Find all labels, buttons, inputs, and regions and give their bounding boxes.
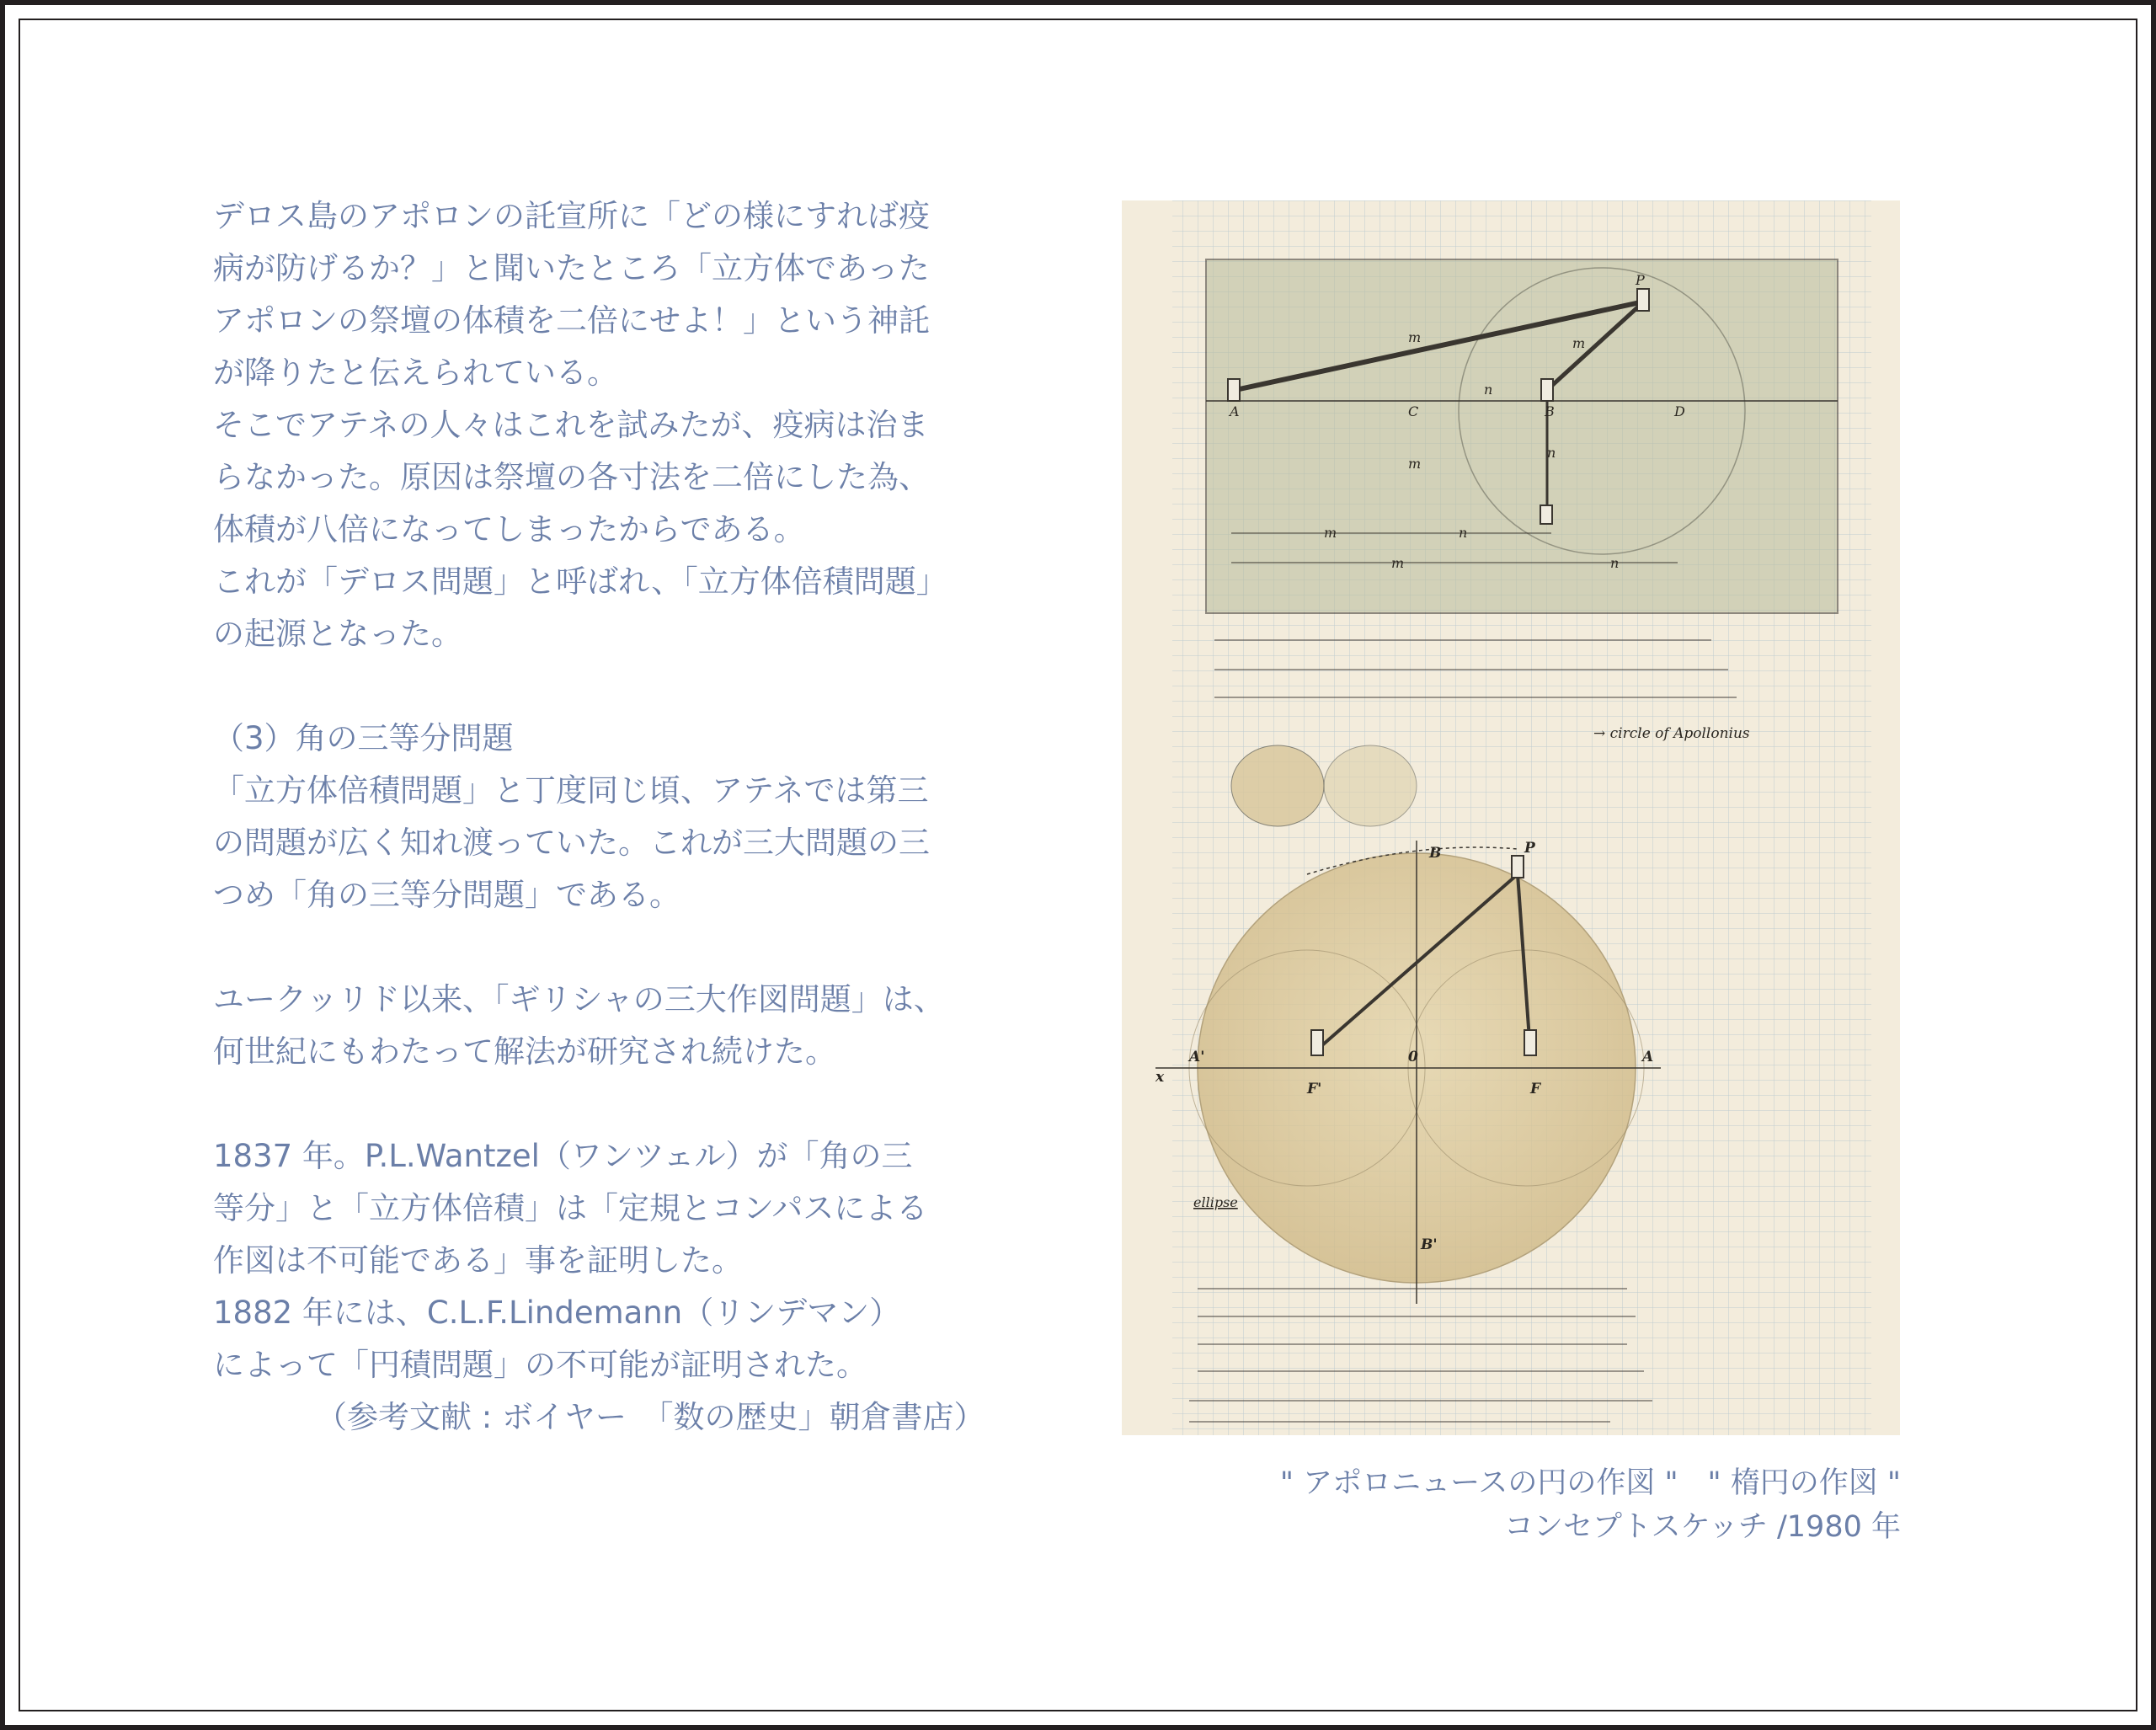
- text-line: デロス島のアポロンの託宣所に「どの様にすれば疫: [213, 198, 930, 234]
- text-line: 「立方体倍積問題」と丁度同じ頃、アテネでは第三: [213, 772, 929, 809]
- text-line: 1837 年。P.L.Wantzel（ワンツェル）が「角の三: [213, 1138, 913, 1174]
- sketch-label: B: [1429, 845, 1442, 862]
- sketch-label: n: [1610, 555, 1620, 571]
- sketch-label: P: [1636, 272, 1645, 288]
- sketch-label: ellipse: [1193, 1194, 1238, 1210]
- text-line: 1882 年には、C.L.F.Lindemann（リンデマン）: [213, 1295, 901, 1331]
- text-line: の起源となった。: [213, 616, 462, 652]
- sketch-label: F: [1530, 1081, 1541, 1097]
- sketch-label: 0: [1408, 1049, 1418, 1065]
- sketch-label: n: [1547, 445, 1556, 461]
- text-line: アポロンの祭壇の体積を二倍にせよ！」という神託: [213, 302, 930, 339]
- sketch-label: P: [1524, 840, 1535, 857]
- paragraph-delos: [213, 190, 1055, 660]
- sketch-drawing: [1122, 200, 1900, 1435]
- paragraph-euclid: [213, 974, 1055, 1078]
- reference-citation: （参考文献 : ボイヤー 「数の歴史」朝倉書店）: [316, 1399, 985, 1435]
- text-line: これが「デロス問題」と呼ばれ、「立方体倍積問題」: [213, 563, 947, 600]
- sketch-label: A': [1189, 1049, 1205, 1065]
- sketch-label: m: [1572, 335, 1586, 351]
- sketch-label: F': [1307, 1081, 1322, 1097]
- text-line: 何世紀にもわたって解法が研究され続けた。: [213, 1033, 836, 1070]
- sketch-label: A: [1230, 403, 1240, 419]
- sketch-label: B: [1545, 403, 1555, 419]
- paragraph-gap: [213, 921, 1055, 974]
- sketch-label: A: [1642, 1049, 1654, 1065]
- paragraph-gap: [213, 660, 1055, 713]
- figure-caption: [1280, 1461, 1901, 1549]
- text-line: によって「円積問題」の不可能が証明された。: [213, 1347, 867, 1383]
- sketch-label: m: [1408, 456, 1422, 472]
- body-text-column: [213, 190, 1055, 1444]
- sketch-label: m: [1324, 525, 1337, 541]
- caption-subtitle: コンセプトスケッチ /1980 年: [1503, 1510, 1901, 1544]
- concept-sketch-image: [1122, 200, 1900, 1435]
- sketch-label: n: [1459, 525, 1468, 541]
- sketch-label: D: [1674, 403, 1685, 419]
- sketch-label: → circle of Apollonius: [1593, 725, 1750, 742]
- sketch-label: C: [1408, 403, 1419, 419]
- text-line: つめ「角の三等分問題」である。: [213, 877, 680, 913]
- paragraph-proofs: [213, 1130, 1055, 1444]
- text-line: が降りたと伝えられている。: [213, 355, 618, 391]
- sketch-label: m: [1408, 329, 1422, 345]
- sketch-label: m: [1391, 555, 1405, 571]
- caption-title: " アポロニュースの円の作図 " " 楕円の作図 ": [1279, 1466, 1901, 1500]
- text-line: の問題が広く知れ渡っていた。これが三大問題の三: [213, 825, 930, 861]
- text-line: 作図は不可能である」事を証明した。: [213, 1242, 743, 1279]
- text-line: そこでアテネの人々はこれを試みたが、疫病は治ま: [213, 407, 929, 443]
- text-line: 病が防げるか？」と聞いたところ「立方体であった: [213, 250, 930, 286]
- text-line: 体積が八倍になってしまったからである。: [213, 511, 805, 547]
- sketch-label: B': [1421, 1236, 1438, 1253]
- sketch-label: x: [1155, 1069, 1165, 1086]
- paragraph-gap: [213, 1078, 1055, 1130]
- text-line: ユークッリド以来、「ギリシャの三大作図問題」は、: [213, 981, 945, 1017]
- paragraph-trisection: [213, 713, 1055, 921]
- text-line: 等分」と「立方体倍積」は「定規とコンパスによる: [213, 1190, 928, 1226]
- sketch-label: n: [1484, 382, 1493, 398]
- text-line: らなかった。原因は祭壇の各寸法を二倍にした為、: [213, 459, 930, 495]
- section-heading: （3）角の三等分問題: [213, 720, 514, 756]
